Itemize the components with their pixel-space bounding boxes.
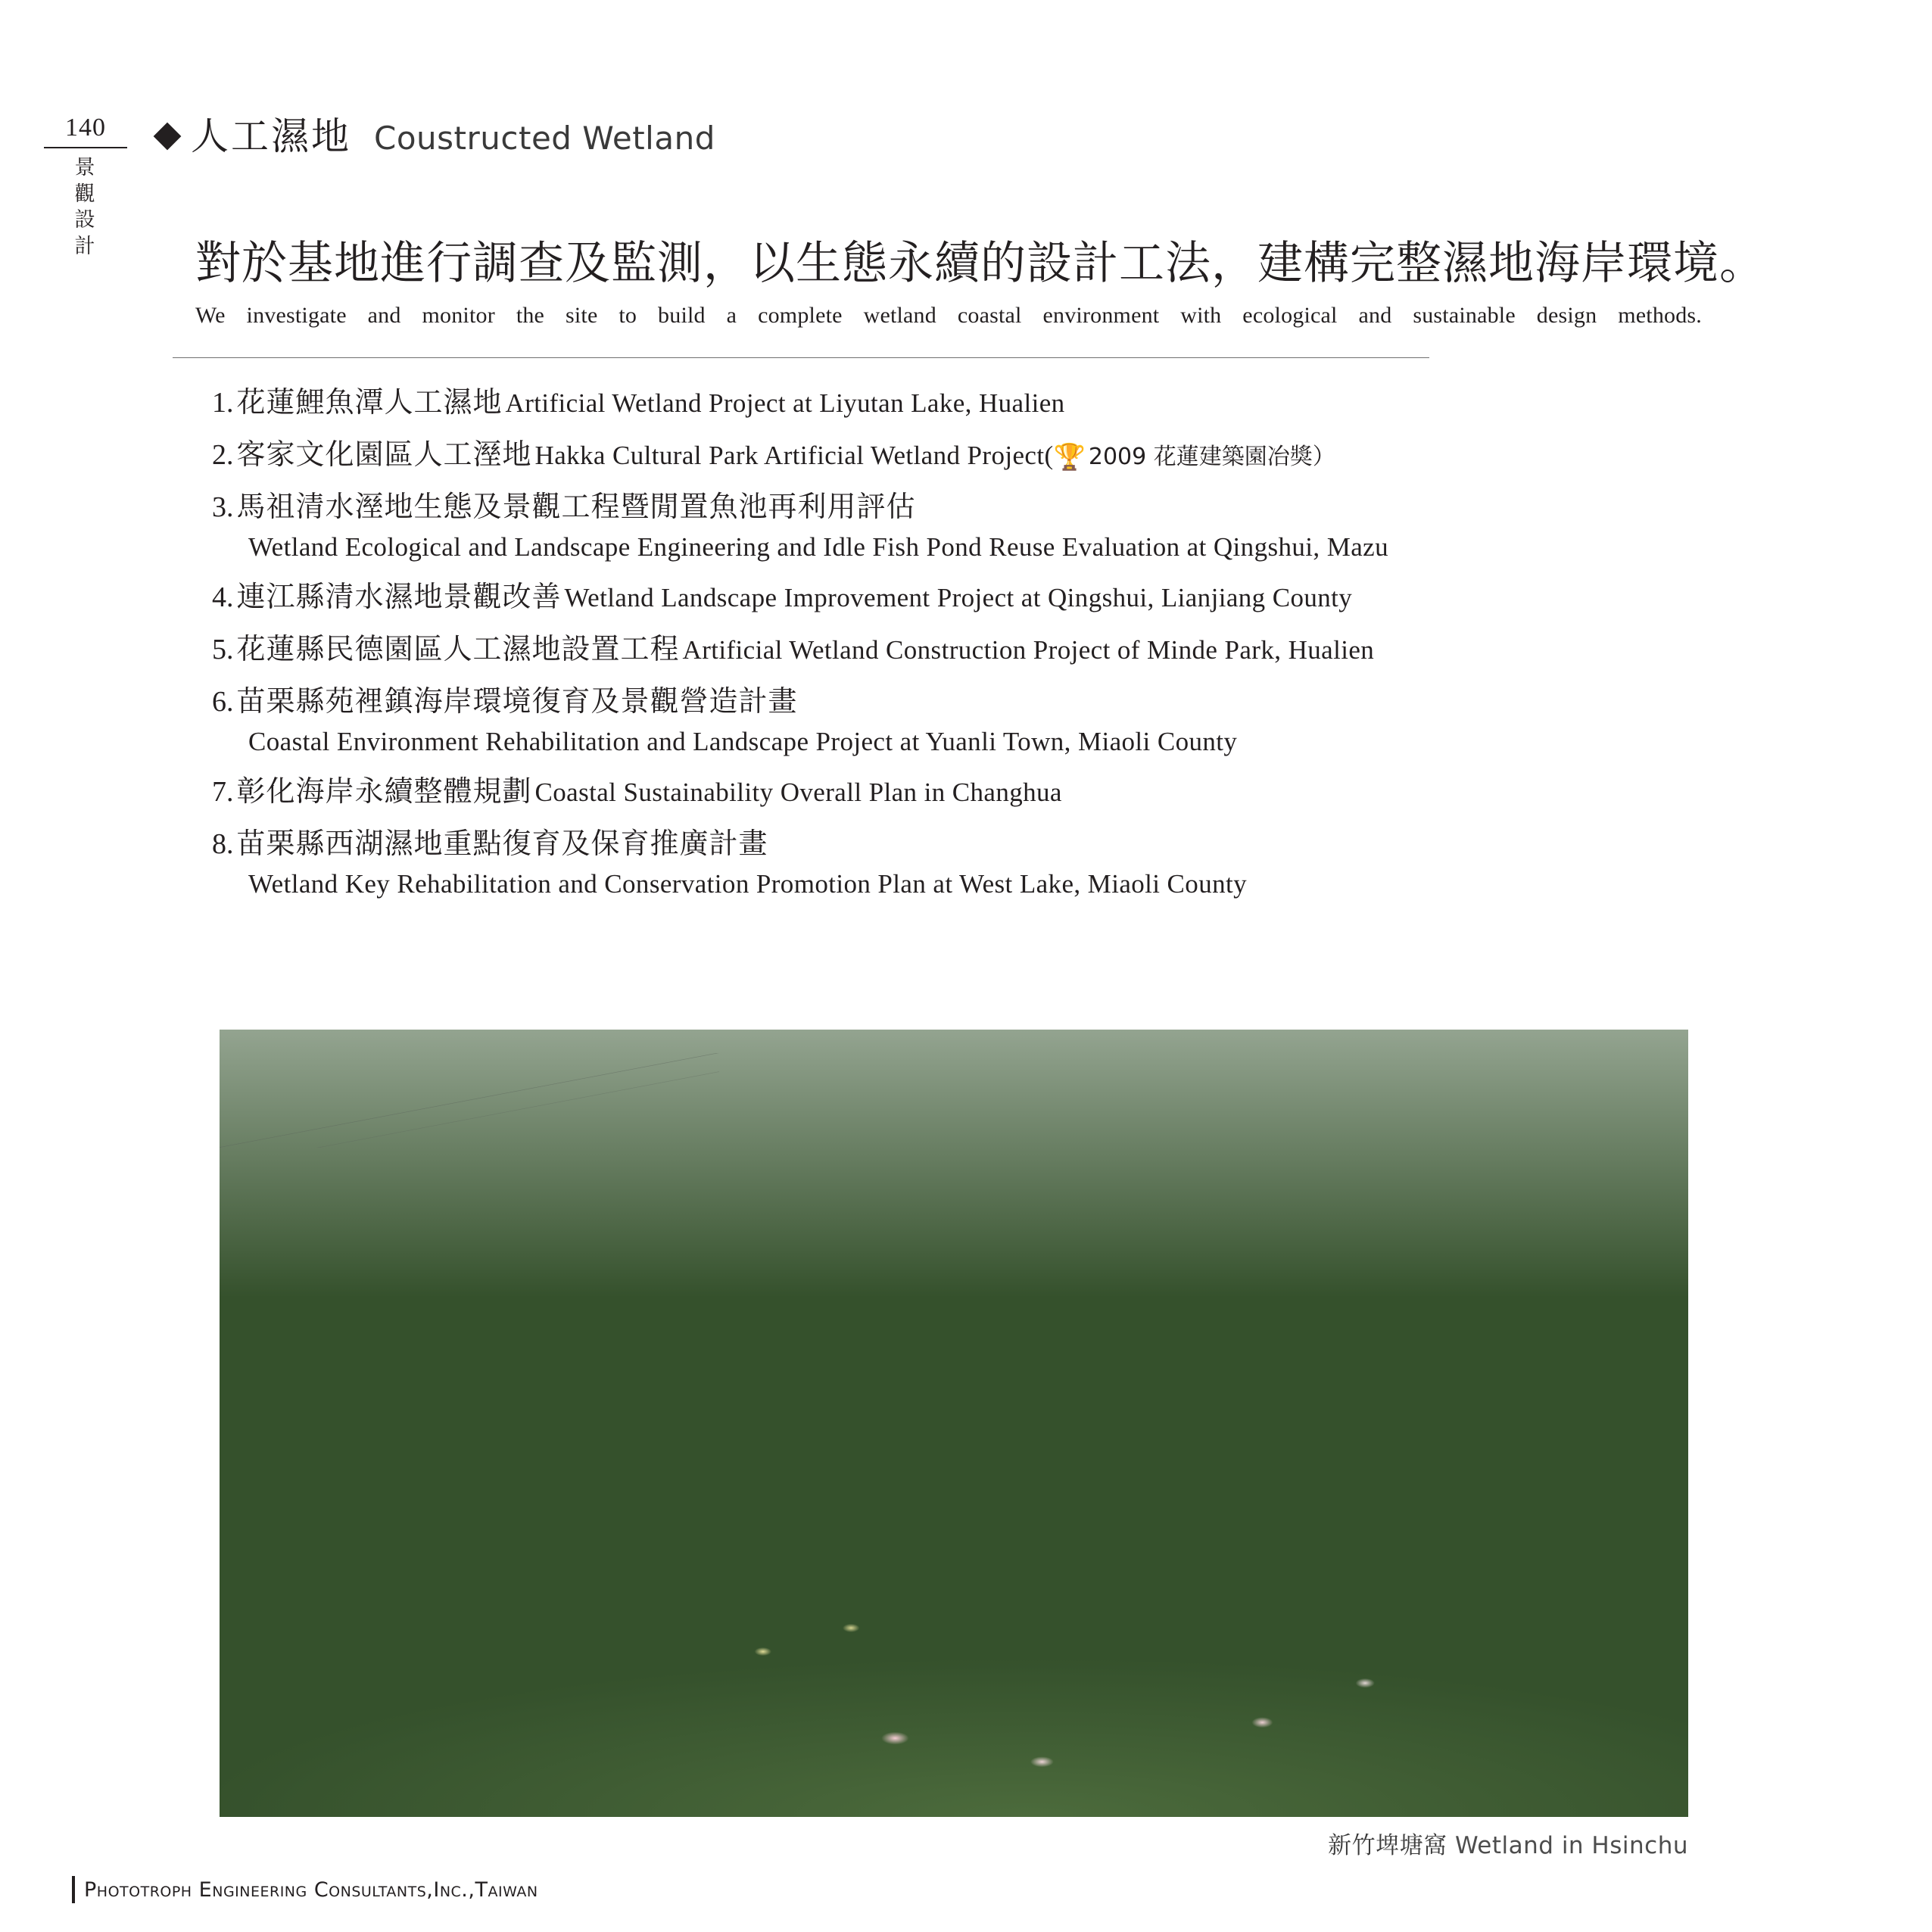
list-item-number: 5. — [212, 634, 234, 665]
page-header — [157, 106, 715, 160]
list-item-cn: 花蓮鯉魚潭人工濕地 — [236, 385, 503, 419]
wetland-photo-image — [220, 1030, 1688, 1817]
page-title-en: Coustructed Wetland — [374, 120, 715, 157]
list-item-sub-en: Wetland Key Rehabilitation and Conservation Promotion Plan at West Lake, Miaoli County — [248, 869, 1248, 899]
page-number-rule — [44, 147, 127, 148]
list-item-number: 7. — [212, 776, 234, 808]
list-item — [212, 379, 1734, 420]
list-item-sub-en: Coastal Environment Rehabilitation and Landscape Project at Yuanli Town, Miaoli County — [248, 727, 1238, 756]
list-item-en: Wetland Landscape Improvement Project at Qingshui, Lianjiang County — [564, 583, 1353, 612]
list-item-number: 6. — [212, 686, 234, 718]
list-item-en: Artificial Wetland Construction Project of Minde Park, Hualien — [682, 635, 1375, 665]
list-item — [212, 431, 1734, 472]
list-item-number: 8. — [212, 828, 234, 860]
list-item-number: 2. — [212, 439, 234, 471]
list-item — [212, 678, 1734, 757]
footer-company-name: Phototroph Engineering Consultants,Inc.,Taiwan — [84, 1877, 538, 1902]
side-tab-char-2: 觀 — [74, 182, 97, 206]
list-item-cn: 苗栗縣西湖濕地重點復育及保育推廣計畫 — [236, 827, 768, 860]
side-tab-char-4: 計 — [74, 234, 97, 258]
list-item-cn: 花蓮縣民德園區人工濕地設置工程 — [236, 632, 680, 665]
list-item-cn: 馬祖清水溼地生態及景觀工程暨閒置魚池再利用評估 — [236, 490, 916, 523]
section-divider — [173, 357, 1429, 358]
footer-rule — [72, 1876, 75, 1903]
list-item-cn: 客家文化園區人工溼地 — [236, 438, 532, 471]
list-item — [212, 820, 1734, 899]
list-item-en: Coastal Sustainability Overall Plan in Changhua — [534, 777, 1062, 807]
photo-caption-cn: 新竹埤塘窩 — [1328, 1832, 1447, 1859]
list-item — [212, 768, 1734, 809]
list-item-en: Hakka Cultural Park Artificial Wetland Project( — [534, 441, 1054, 470]
page-number: 140 — [65, 114, 106, 142]
page-footer — [72, 1876, 538, 1903]
photo-caption-en: Wetland in Hsinchu — [1454, 1832, 1688, 1859]
diamond-icon — [154, 123, 182, 151]
lead-statement-cn: 對於基地進行調查及監測，以生態永續的設計工法，建構完整濕地海岸環境。 — [195, 237, 1765, 290]
list-item — [212, 483, 1734, 562]
list-item-number: 4. — [212, 581, 234, 613]
lead-statement-en: We investigate and monitor the site to build a complete wetland coastal environment with ecological and sustainable design methods. — [195, 303, 1702, 328]
list-item-sub-en: Wetland Ecological and Landscape Engineering and Idle Fish Pond Reuse Evaluation at Qingshui, Mazu — [248, 532, 1389, 562]
list-item-cn: 苗栗縣苑裡鎮海岸環境復育及景觀營造計畫 — [236, 684, 798, 718]
side-tab-char-1: 景 — [74, 156, 97, 179]
side-tab-char-3: 設 — [74, 208, 97, 232]
list-item-number: 1. — [212, 387, 234, 419]
section-side-tab — [36, 155, 135, 260]
list-item-cn: 連江縣清水濕地景觀改善 — [236, 580, 562, 613]
list-item — [212, 625, 1734, 667]
list-item — [212, 573, 1734, 615]
list-item-award: 2009 花蓮建築園冶獎） — [1088, 444, 1335, 470]
wetland-photo — [220, 1030, 1688, 1817]
list-item-en: Artificial Wetland Project at Liyutan Lake, Hualien — [505, 388, 1065, 418]
lead-statement — [195, 227, 1765, 329]
photo-caption — [1328, 1826, 1688, 1860]
list-item-number: 3. — [212, 491, 234, 523]
project-list — [212, 379, 1734, 910]
page-marker — [36, 114, 135, 148]
list-item-cn: 彰化海岸永續整體規劃 — [236, 774, 532, 808]
page-title-cn: 人工濕地 — [191, 114, 351, 158]
trophy-icon: 🏆 — [1053, 444, 1086, 472]
